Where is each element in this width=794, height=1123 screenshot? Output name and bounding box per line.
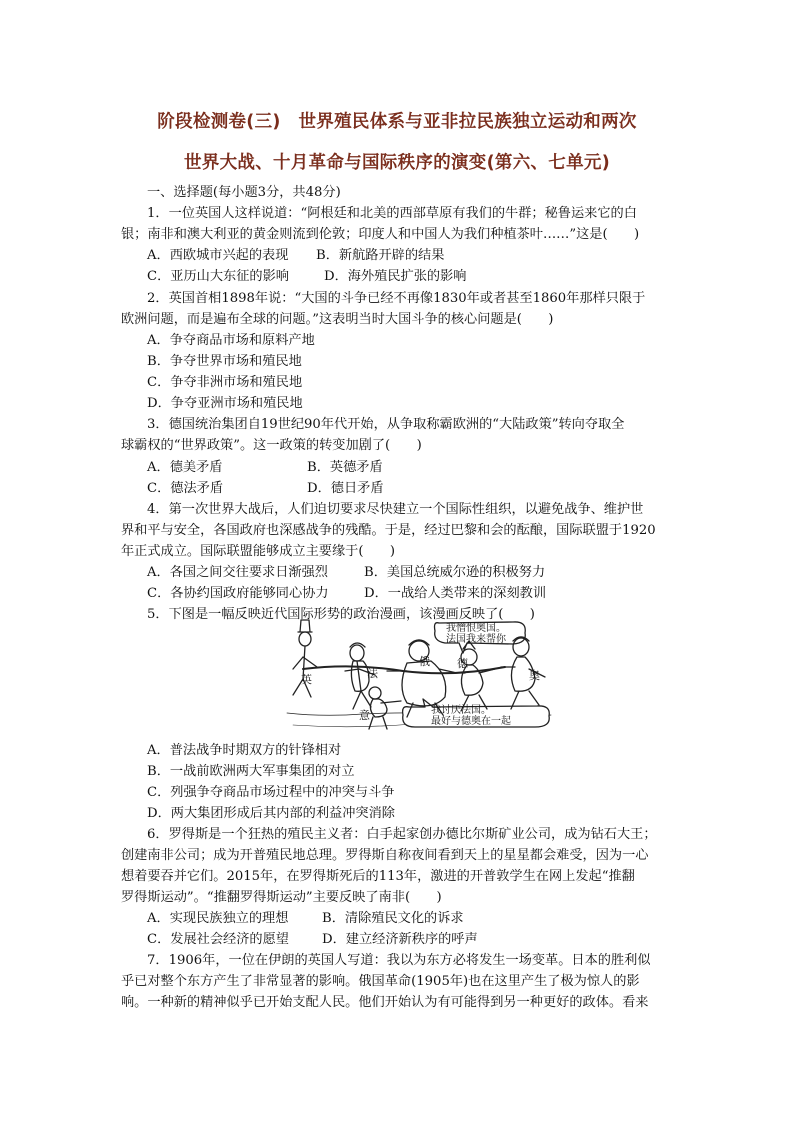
q7-text-line3: 响。一种新的精神似乎已开始支配人民。他们开始认为有可能得到另一种更好的政体。看来 (121, 995, 649, 1010)
q3-option-b: B．英德矛盾 (307, 460, 383, 475)
q5-option-a: A．普法战争时期双方的针锋相对 (147, 743, 342, 758)
q1-text-line2: 银；南非和澳大利亚的黄金则流到伦敦；印度人和中国人为我们种植茶叶……”这是( ) (121, 227, 640, 242)
q6-option-b: B．清除殖民文化的诉求 (322, 911, 464, 926)
q4-text-line1: 4．第一次世界大战后，人们迫切要求尽快建立一个国际性组织，以避免战争、维护世 (147, 502, 644, 517)
q4-text-line3: 年正式成立。国际联盟能够成立主要缘于( ) (121, 544, 396, 559)
q2-option-c: C．争夺非洲市场和殖民地 (147, 375, 303, 390)
q6-option-c: C．发展社会经济的愿望 (147, 932, 289, 947)
q5-option-d: D．两大集团形成后其内部的利益冲突消除 (147, 806, 395, 821)
q4-option-b: B．美国总统威尔逊的积极努力 (364, 565, 546, 580)
q4-text-line2: 界和平与安全，各国政府也深感战争的残酷。于是，经过巴黎和会的酝酿，国际联盟于1920 (121, 523, 656, 538)
q4-option-a: A．各国之间交往要求日渐强烈 (147, 565, 328, 580)
label-germany: 德 (457, 657, 468, 670)
exam-title-line1: 阶段检测卷(三) 世界殖民体系与亚非拉民族独立运动和两次 (157, 112, 637, 132)
q1-option-a: A．西欧城市兴起的表现 (147, 248, 289, 263)
q3-option-d: D．德日矛盾 (307, 481, 384, 496)
q2-option-a: A．争夺商品市场和原料产地 (147, 333, 315, 348)
q6-text-line4: 罗得斯运动”。“推翻罗得斯运动”主要反映了南非( ) (121, 890, 442, 905)
q4-option-d: D．一战给人类带来的深刻教训 (364, 586, 547, 601)
label-france: 法 (367, 667, 378, 680)
q6-option-a: A．实现民族独立的理想 (147, 911, 289, 926)
q2-option-d: D．争夺亚洲市场和殖民地 (147, 396, 303, 411)
q4-option-c: C．各协约国政府能够同心协力 (147, 586, 329, 601)
q3-option-c: C．德法矛盾 (147, 481, 224, 496)
label-russia: 俄 (419, 655, 430, 668)
label-italy: 意 (359, 709, 370, 722)
q5-option-b: B．一战前欧洲两大军事集团的对立 (147, 764, 355, 779)
q1-option-d: D．海外殖民扩张的影响 (324, 269, 467, 284)
political-cartoon (283, 617, 555, 737)
label-austria: 奥 (529, 669, 540, 682)
q7-text-line1: 7．1906年，一位在伊朗的英国人写道：我以为东方必将发生一场变革。日本的胜利似 (147, 953, 651, 968)
q5-text-line1: 5．下图是一幅反映近代国际形势的政治漫画，该漫画反映了( ) (147, 607, 535, 622)
q6-text-line3: 想着要吞并它们。2015年，在罗得斯死后的113年，激进的开普敦学生在网上发起“推翻 (121, 869, 635, 884)
q5-option-c: C．列强争夺商品市场过程中的冲突与斗争 (147, 785, 395, 800)
section-heading: 一、选择题(每小题3分，共48分) (147, 185, 341, 200)
q1-option-c: C．亚历山大东征的影响 (147, 269, 289, 284)
q2-option-b: B．争夺世界市场和殖民地 (147, 354, 302, 369)
label-britain: 英 (301, 673, 312, 686)
q6-text-line2: 创建南非公司；成为开普殖民地总理。罗得斯自称夜间看到天上的星星都会难受，因为一心 (121, 848, 649, 863)
q3-option-a: A．德美矛盾 (147, 460, 223, 475)
q2-text-line2: 欧洲问题，而是遍布全球的问题。”这表明当时大国斗争的核心问题是( ) (121, 312, 554, 327)
exam-title-line2: 世界大战、十月革命与国际秩序的演变(第六、七单元) (184, 153, 610, 173)
bubble-top-line2: 法国我来帮你 (446, 634, 506, 645)
q3-text-line2: 球霸权的“世界政策”。这一政策的转变加剧了( ) (121, 438, 422, 453)
cartoon-drawing (283, 617, 555, 737)
speech-bubble-bottom (431, 705, 511, 727)
bubble-top-line1: 我憎恨奥国。 (446, 623, 506, 634)
bubble-bottom-line1: 我讨厌法国。 (431, 705, 491, 716)
q2-text-line1: 2．英国首相1898年说：“大国的斗争已经不再像1830年或者甚至1860年那样只限于 (147, 291, 646, 306)
q6-text-line1: 6．罗得斯是一个狂热的殖民主义者：白手起家创办德比尔斯矿业公司，成为钻石大王； (147, 827, 657, 842)
q1-option-b: B．新航路开辟的结果 (316, 248, 445, 263)
q7-text-line2: 乎已对整个东方产生了非常显著的影响。俄国革命(1905年)也在这里产生了极为惊人的影 (121, 974, 640, 989)
speech-bubble-top (446, 623, 506, 645)
q6-option-d: D．建立经济新秩序的呼声 (322, 932, 478, 947)
q3-text-line1: 3．德国统治集团自19世纪90年代开始，从争取称霸欧洲的“大陆政策”转向夺取全 (147, 417, 625, 432)
q1-text-line1: 1．一位英国人这样说道：“阿根廷和北美的西部草原有我们的牛群；秘鲁运来它的白 (147, 206, 637, 221)
bubble-bottom-line2: 最好与德奥在一起 (431, 716, 511, 727)
